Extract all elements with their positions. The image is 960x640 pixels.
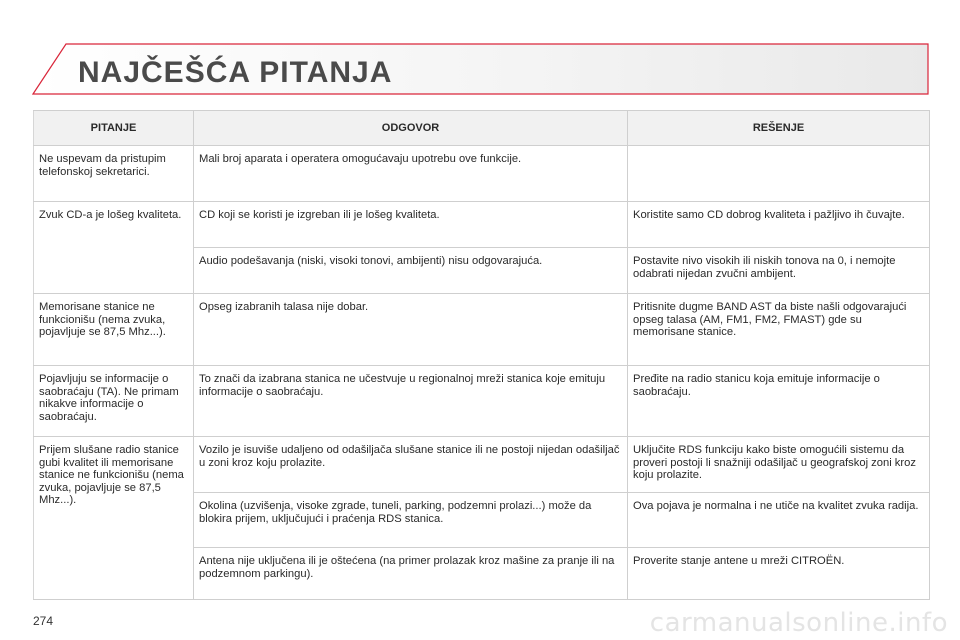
watermark: carmanualsonline.info [649, 608, 948, 638]
solution-cell: Pritisnite dugme BAND AST da biste našli odgovarajući opseg talasa (AM, FM1, FM2, FMAST) gde su memorisane stanice. [628, 294, 930, 366]
column-header-solution: REŠENJE [628, 111, 930, 146]
solution-cell: Uključite RDS funkciju kako biste omogućili sistemu da proveri postoji li snažniji odašiljač u geografskoj zoni kroz koju prolazite. [628, 437, 930, 493]
answer-cell: Vozilo je isuviše udaljeno od odašiljača slušane stanice ili ne postoji nijedan odašiljač u zoni kroz koju prolazite. [194, 437, 628, 493]
table-header-row [34, 111, 930, 146]
table-row [34, 366, 930, 437]
solution-cell: Pređite na radio stanicu koja emituje informacije o saobraćaju. [628, 366, 930, 437]
column-header-question: PITANJE [34, 111, 194, 146]
answer-cell: CD koji se koristi je izgreban ili je lošeg kvaliteta. [194, 202, 628, 248]
table-row [34, 146, 930, 202]
question-cell: Pojavljuju se informacije o saobraćaju (TA). Ne primam nikakve informacije o saobraćaju. [34, 366, 194, 437]
answer-cell: Audio podešavanja (niski, visoki tonovi, ambijenti) nisu odgovarajuća. [194, 248, 628, 294]
table-row [34, 294, 930, 366]
question-cell: Ne uspevam da pristupim telefonskoj sekretarici. [34, 146, 194, 202]
solution-cell: Proverite stanje antene u mreži CITROËN. [628, 548, 930, 600]
question-cell: Memorisane stanice ne funkcionišu (nema zvuka, pojavljuje se 87,5 Mhz...). [34, 294, 194, 366]
page-title: NAJČEŠĆA PITANJA [78, 56, 393, 89]
solution-cell: Postavite nivo visokih ili niskih tonova na 0, i nemojte odabrati nijedan zvučni ambijent. [628, 248, 930, 294]
solution-cell [628, 146, 930, 202]
solution-cell: Koristite samo CD dobrog kvaliteta i pažljivo ih čuvajte. [628, 202, 930, 248]
answer-cell: To znači da izabrana stanica ne učestvuje u regionalnoj mreži stanica koje emituju informacije o saobraćaju. [194, 366, 628, 437]
faq-table [33, 110, 930, 600]
question-cell: Zvuk CD-a je lošeg kvaliteta. [34, 202, 194, 294]
solution-cell: Ova pojava je normalna i ne utiče na kvalitet zvuka radija. [628, 493, 930, 548]
answer-cell: Mali broj aparata i operatera omogućavaju upotrebu ove funkcije. [194, 146, 628, 202]
page-number: 274 [33, 614, 54, 628]
answer-cell: Antena nije uključena ili je oštećena (na primer prolazak kroz mašine za pranje ili na podzemnom parkingu). [194, 548, 628, 600]
table-row [34, 437, 930, 493]
answer-cell: Okolina (uzvišenja, visoke zgrade, tuneli, parking, podzemni prolazi...) može da blokira prijem, uključujući i praćenja RDS stanica. [194, 493, 628, 548]
answer-cell: Opseg izabranih talasa nije dobar. [194, 294, 628, 366]
question-cell: Prijem slušane radio stanice gubi kvalitet ili memorisane stanice ne funkcionišu (nema zvuka, pojavljuje se 87,5 Mhz...). [34, 437, 194, 600]
column-header-answer: ODGOVOR [194, 111, 628, 146]
table-row [34, 202, 930, 248]
header-banner [0, 0, 960, 110]
